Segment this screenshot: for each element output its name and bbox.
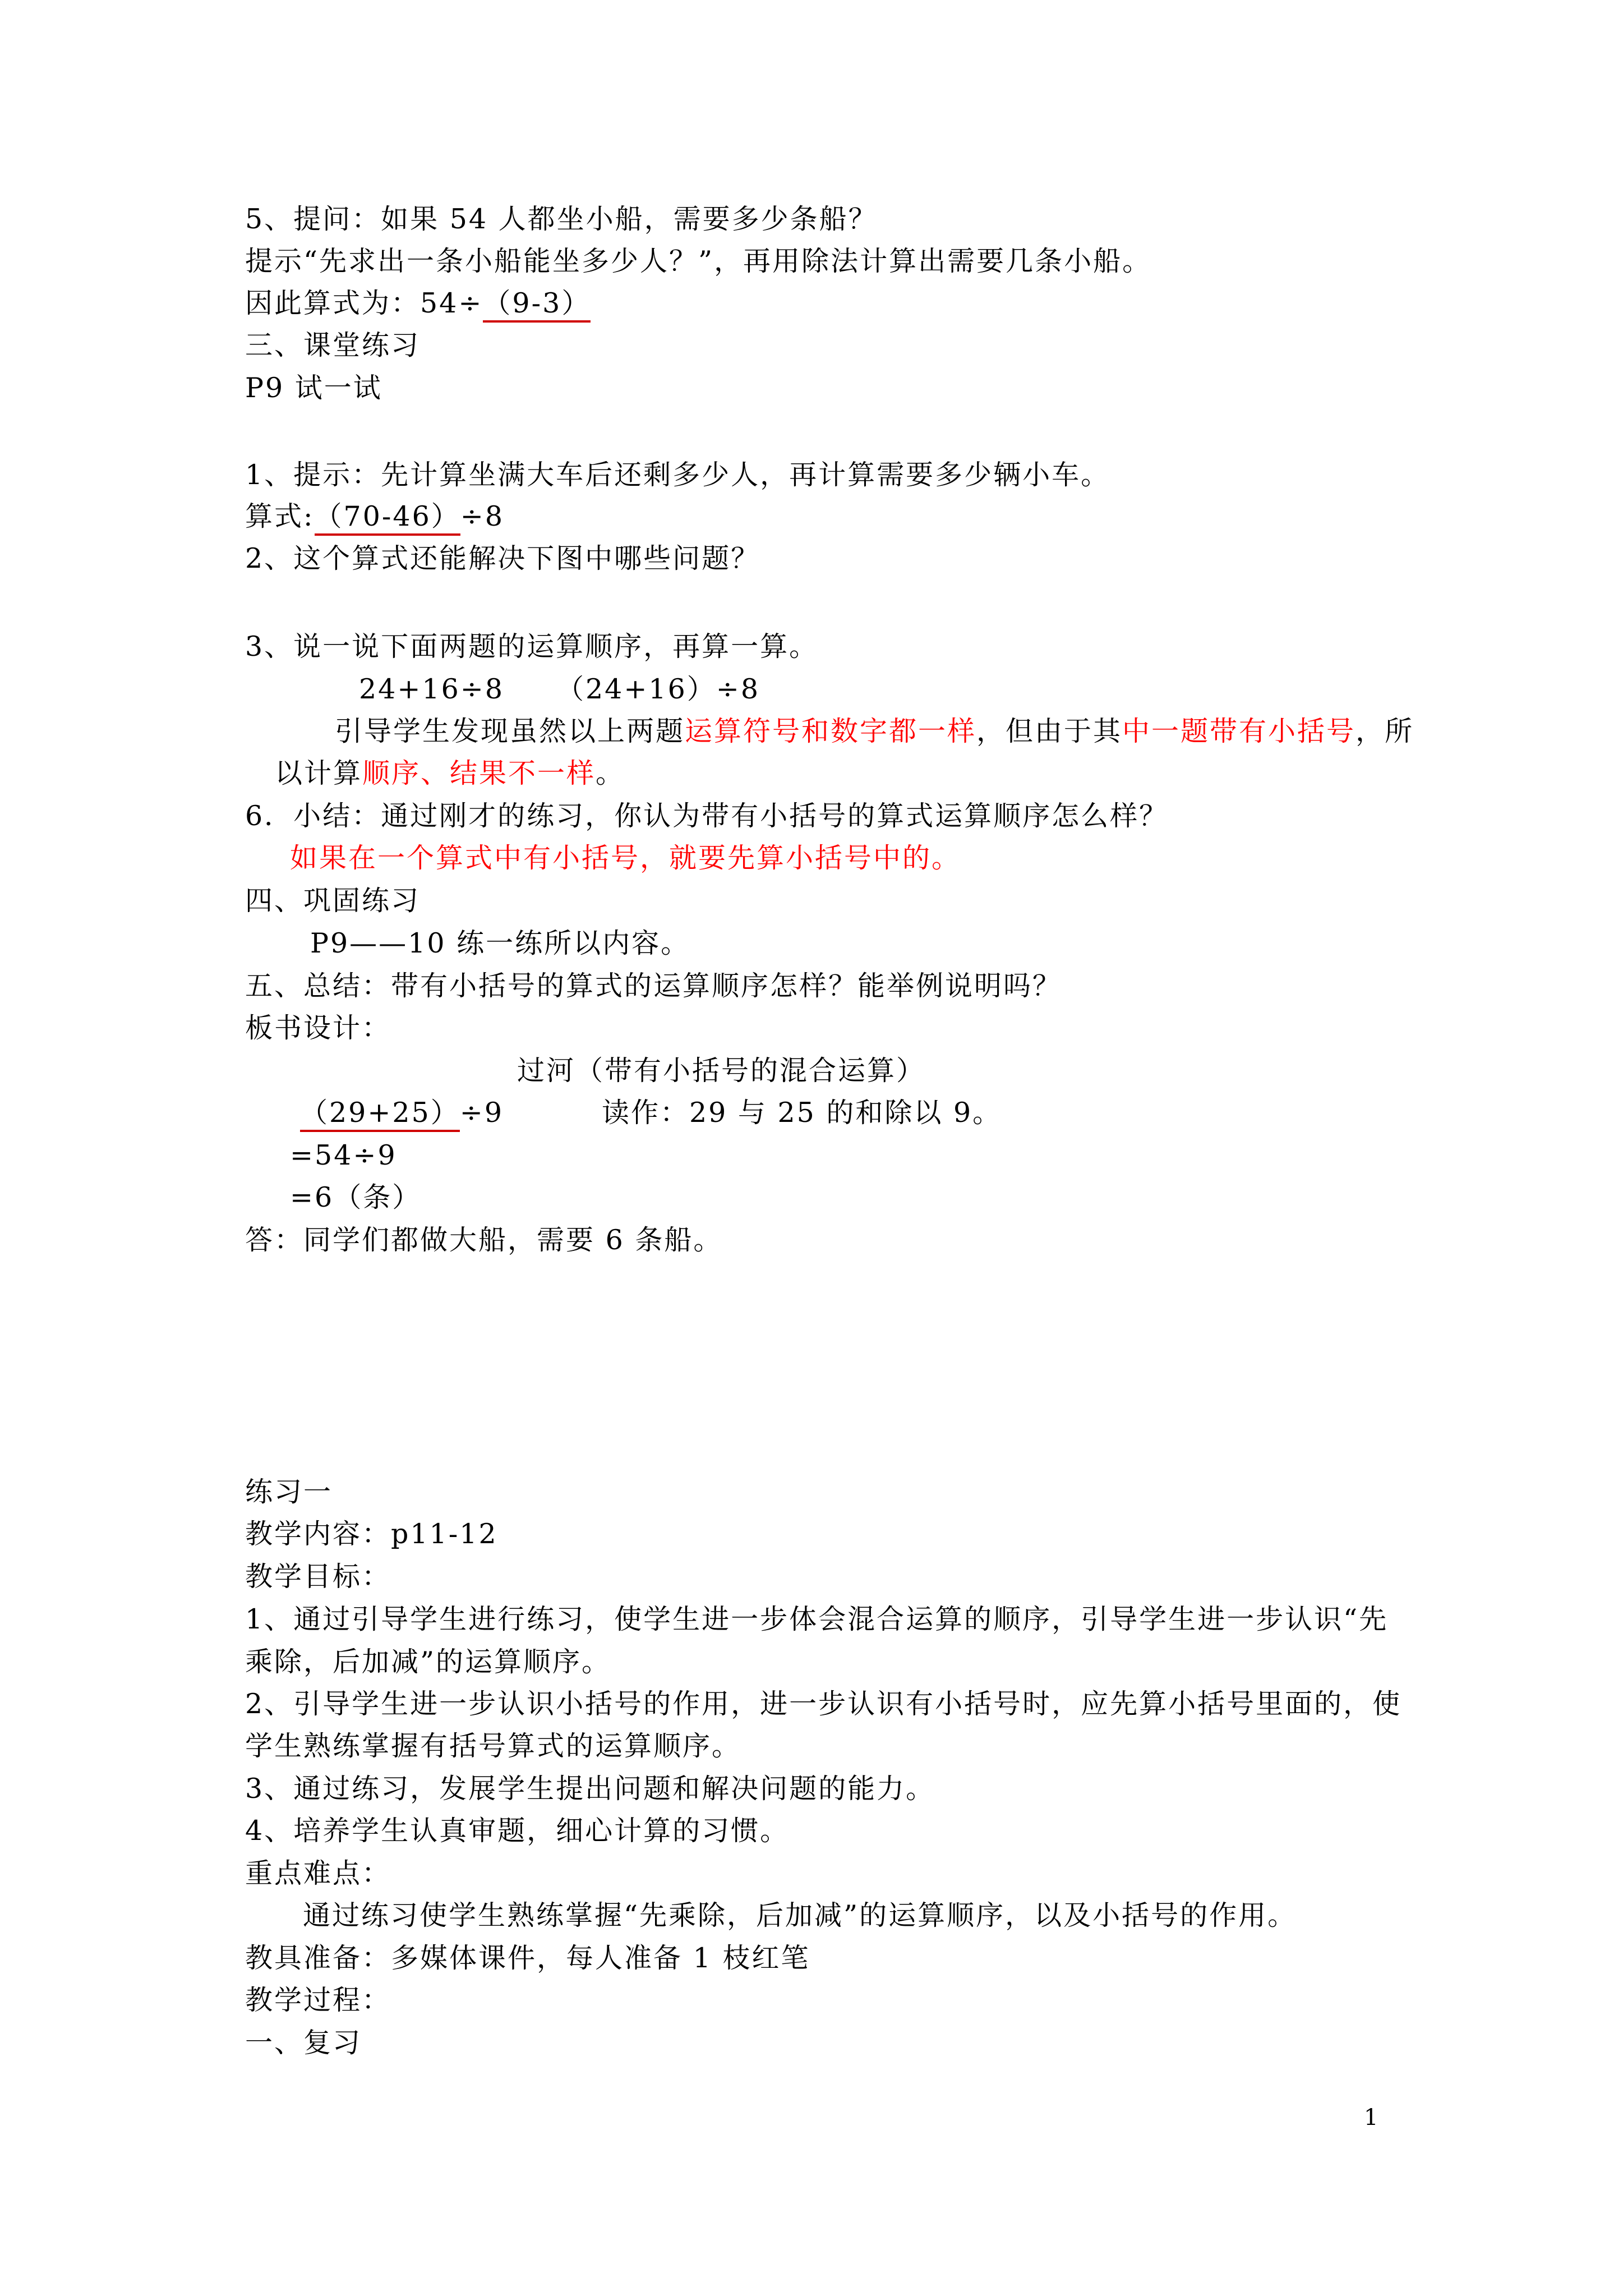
key-points-text: 通过练习使学生熟练掌握“先乘除，后加减”的运算顺序，以及小括号的作用。: [303, 1899, 1297, 1931]
teaching-content: 教学内容：p11-12: [245, 1518, 498, 1550]
board-design-label: 板书设计：: [245, 1012, 391, 1044]
equation-2: （24+16）÷8: [556, 673, 760, 705]
question-5: 5、提问：如果 54 人都坐小船，需要多少条船？: [245, 203, 878, 235]
goal-2-line-1: 2、引导学生进一步认识小括号的作用，进一步认识有小括号时，应先算小括号里面的，使: [245, 1688, 1402, 1720]
heading-p9-try: P9 试一试: [245, 372, 382, 404]
teaching-tools: 教具准备：多媒体课件，每人准备 1 枝红笔: [245, 1942, 810, 1974]
board-answer: 答：同学们都做大船，需要 6 条船。: [245, 1224, 723, 1256]
highlight-text: 运算符号和数字都一样: [685, 715, 977, 747]
text: ，但由于其: [976, 715, 1123, 747]
goal-1-line-1: 1、通过引导学生进行练习，使学生进一步体会混合运算的顺序，引导学生进一步认识“先: [245, 1603, 1389, 1635]
summary-answer: 如果在一个算式中有小括号，就要先算小括号中的。: [290, 842, 961, 874]
board-equation-underlined: （29+25）: [300, 1097, 460, 1132]
goal-2-line-2: 学生熟练掌握有括号算式的运算顺序。: [245, 1730, 741, 1762]
text: 以计算: [275, 757, 363, 789]
text: ，所: [1355, 715, 1414, 747]
guide-paragraph-line-2: [275, 757, 625, 789]
practice-1-hint: 1、提示：先计算坐满大车后还剩多少人，再计算需要多少辆小车。: [245, 459, 1110, 491]
board-step-1: =54÷9: [290, 1139, 397, 1171]
formula-underlined: （70-46）: [315, 500, 460, 536]
goal-1-line-2: 乘除，后加减”的运算顺序。: [245, 1646, 611, 1678]
board-equation-suffix: ÷9: [459, 1097, 504, 1129]
highlight-text: 顺序、结果不一样: [362, 757, 596, 789]
consolidation-text: P9——10 练一练所以内容。: [310, 927, 690, 959]
practice-1-formula: [245, 500, 505, 532]
board-step-2: =6（条）: [290, 1181, 422, 1213]
teaching-process-label: 教学过程：: [245, 1984, 391, 2016]
heading-consolidation: 四、巩固练习: [245, 885, 421, 917]
goal-4: 4、培养学生认真审题，细心计算的习惯。: [245, 1815, 790, 1847]
practice-2-question: 2、这个算式还能解决下图中哪些问题？: [245, 542, 760, 574]
board-title: 过河（带有小括号的混合运算）: [517, 1055, 926, 1087]
key-points-label: 重点难点：: [245, 1857, 391, 1889]
text: 引导学生发现虽然以上两题: [335, 715, 685, 747]
formula-line: [245, 289, 591, 317]
heading-classroom-practice: 三、课堂练习: [245, 329, 421, 361]
equation-1: 24+16÷8: [359, 673, 504, 705]
guide-paragraph-line-1: [335, 717, 1414, 745]
formula-label: 算式:: [245, 500, 315, 532]
hint-text: 提示“先求出一条小船能坐多少人？”，再用除法计算出需要几条小船。: [245, 245, 1152, 277]
formula-suffix: ÷8: [460, 500, 505, 532]
highlight-text: 中一题带有小括号: [1122, 715, 1356, 747]
exercise-title: 练习一: [245, 1476, 333, 1508]
board-equation: [300, 1097, 504, 1129]
review-heading: 一、复习: [245, 2027, 362, 2059]
formula-prefix: 因此算式为：54÷: [245, 287, 483, 319]
text: 。: [596, 757, 625, 789]
formula-underlined: （9-3）: [483, 287, 591, 323]
practice-3-question: 3、说一说下面两题的运算顺序，再算一算。: [245, 631, 819, 662]
goal-3: 3、通过练习，发展学生提出问题和解决问题的能力。: [245, 1773, 935, 1805]
summary-question: 6．小结：通过刚才的练习，你认为带有小括号的算式运算顺序怎么样？: [245, 800, 1169, 832]
page-number: 1: [1364, 2105, 1378, 2131]
heading-summary: 五、总结：带有小括号的算式的运算顺序怎样？能举例说明吗？: [245, 970, 1062, 1002]
board-reading: 读作：29 与 25 的和除以 9。: [602, 1097, 1002, 1129]
teaching-goals-label: 教学目标：: [245, 1561, 391, 1593]
